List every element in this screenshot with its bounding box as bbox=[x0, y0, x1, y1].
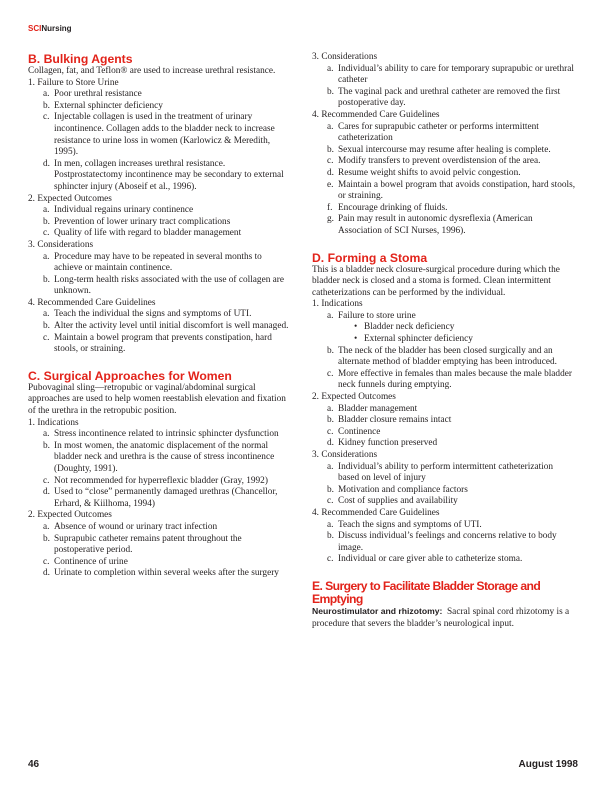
section-intro: Collagen, fat, and Teflon® are used to increase urethral resistance. bbox=[28, 66, 276, 76]
list-item: a. Stress incontinence related to intrinsic sphincter dysfunction bbox=[43, 429, 279, 440]
list-item: c. Not recommended for hyperreflexic bladder (Gray, 1992) bbox=[43, 475, 268, 486]
list-item: a. Individual’s ability to perform intermittent catheterization based on level of injury bbox=[327, 461, 554, 484]
list-item: f. Encourage drinking of fluids. bbox=[327, 202, 448, 213]
list-item: a. Procedure may have to be repeated in several months to achieve or maintain continence. bbox=[43, 251, 262, 274]
list-item: b. Bladder closure remains intact bbox=[327, 415, 452, 426]
list-item: c. Cost of supplies and availability bbox=[327, 496, 458, 507]
bullet-item: • External sphincter deficiency bbox=[354, 334, 473, 345]
list-group-heading: 3. Considerations bbox=[312, 450, 378, 460]
list-item: a. Cares for suprapubic catheter or performs intermittent catheterization bbox=[327, 121, 539, 144]
list-item: b. Long-term health risks associated with the use of collagen are unknown. bbox=[43, 274, 285, 297]
list-item: c. Injectable collagen is used in the treatment of urinary incontinence. Collagen adds to the bladder neck to increase resistance to urine loss in women (Karlowicz & Meredith, 1995). bbox=[43, 112, 275, 158]
list-group-heading: 1. Indications bbox=[28, 417, 79, 428]
left-column bbox=[28, 53, 292, 580]
list-item: d. Used to “close” permanently damaged urethras (Chancellor, Erhard, & Kiilhoma, 1994) bbox=[43, 487, 278, 509]
list-item: b. Suprapubic catheter remains patent throughout the postoperative period. bbox=[43, 533, 242, 556]
list-item: b. Sexual intercourse may resume after healing is complete. bbox=[327, 144, 551, 155]
list-item: b. Alter the activity level until initial discomfort is well managed. bbox=[43, 321, 289, 332]
list-item: c. Modify transfers to prevent overdistension of the area. bbox=[327, 156, 541, 167]
bullet-icon: • bbox=[354, 322, 358, 333]
list-item: c. Maintain a bowel program that prevents constipation, hard stools, or straining. bbox=[43, 332, 272, 355]
list-item: d. Resume weight shifts to avoid pelvic congestion. bbox=[327, 167, 521, 178]
section-heading-surgical-approaches: C. Surgical Approaches for Women bbox=[28, 368, 232, 383]
list-item: a. Bladder management bbox=[327, 403, 418, 414]
list-item: b. In most women, the anatomic displacement of the normal bladder neck and urethra is the cause of stress incontinence (Doughty, 1991). bbox=[43, 440, 275, 474]
list-item: b. Discuss individual’s feelings and concerns relative to body image. bbox=[327, 531, 557, 553]
section-heading-bladder-storage: E. Surgery to Facilitate Bladder Storage and Emptying bbox=[312, 578, 541, 606]
section-heading-bulking-agents: B. Bulking Agents bbox=[28, 52, 133, 66]
brand-logo: SCINursing bbox=[28, 24, 72, 33]
list-item: b. The neck of the bladder has been closed surgically and an alternate method of bladder emptying has been introduced. bbox=[327, 345, 557, 368]
section-intro: Pubovaginal sling—retropubic or vaginal/abdominal surgical approaches are used to help women reestablish elevation and fixation of the urethra in the retropubic position. bbox=[28, 382, 286, 417]
list-item: a. Absence of wound or urinary tract infection bbox=[43, 521, 218, 532]
list-group-heading: 1. Failure to Store Urine bbox=[28, 77, 119, 88]
bullet-icon: • bbox=[354, 334, 358, 345]
list-group-heading: 2. Expected Outcomes bbox=[28, 510, 112, 521]
list-item: d. Kidney function preserved bbox=[327, 438, 438, 449]
section-intro: This is a bladder neck closure-surgical procedure during which the bladder neck is closed and a stoma is formed. Clean intermittent catheterizations can be performed by the individual. bbox=[312, 264, 560, 298]
section-heading-forming-a-stoma: D. Forming a Stoma bbox=[312, 250, 428, 265]
list-item: a. Failure to store urine bbox=[327, 310, 416, 321]
list-item: a. Teach the signs and symptoms of UTI. bbox=[327, 519, 482, 530]
list-item: b. The vaginal pack and urethral catheter are removed the first postoperative day. bbox=[327, 86, 561, 109]
list-item: a. Teach the individual the signs and symptoms of UTI. bbox=[43, 309, 252, 320]
list-group-heading: 1. Indications bbox=[312, 299, 363, 310]
list-item: e. Maintain a bowel program that avoids constipation, hard stools, or straining. bbox=[327, 179, 576, 202]
list-item: a. Poor urethral resistance bbox=[43, 89, 142, 100]
section-body: Neurostimulator and rhizotomy: Sacral spinal cord rhizotomy is a procedure that severs the bladder’s neurological input. bbox=[312, 605, 570, 629]
list-group-heading: 2. Expected Outcomes bbox=[28, 193, 112, 204]
list-item: b. External sphincter deficiency bbox=[43, 100, 163, 111]
list-item: d. In men, collagen increases urethral resistance. Postprostatectomy incontinence may be secondary to external sphincter injury (Aboseif et al., 1996). bbox=[43, 158, 284, 192]
list-item: c. Continence of urine bbox=[43, 556, 128, 567]
list-item: c. Quality of life with regard to bladder management bbox=[43, 228, 242, 239]
issue-date: August 1998 bbox=[518, 759, 578, 770]
list-group-heading: 4. Recommended Care Guidelines bbox=[28, 297, 156, 308]
page-number: 46 bbox=[28, 759, 40, 770]
list-group-heading: 2. Expected Outcomes bbox=[312, 392, 396, 403]
list-item: a. Individual regains urinary continence bbox=[43, 205, 194, 216]
list-group-heading: 4. Recommended Care Guidelines bbox=[312, 109, 440, 120]
list-item: d. Urinate to completion within several weeks after the surgery bbox=[43, 568, 279, 579]
list-item: b. Prevention of lower urinary tract complications bbox=[43, 216, 231, 227]
list-item: g. Pain may result in autonomic dysreflexia (American Association of SCI Nurses, 1996). bbox=[327, 214, 533, 236]
right-column bbox=[312, 52, 576, 630]
list-item: c. Individual or care giver able to catheterize stoma. bbox=[327, 554, 523, 565]
list-item: c. Continence bbox=[327, 426, 381, 437]
list-group-heading: 4. Recommended Care Guidelines bbox=[312, 507, 440, 518]
list-group-heading: 3. Considerations bbox=[28, 239, 94, 250]
list-item: b. Motivation and compliance factors bbox=[327, 484, 468, 495]
list-item: c. More effective in females than males because the male bladder neck funnels during emptying. bbox=[327, 368, 572, 391]
bullet-item: • Bladder neck deficiency bbox=[354, 322, 455, 333]
list-item: a. Individual’s ability to care for temporary suprapubic or urethral catheter bbox=[327, 63, 574, 86]
list-group-heading: 3. Considerations bbox=[312, 52, 378, 62]
